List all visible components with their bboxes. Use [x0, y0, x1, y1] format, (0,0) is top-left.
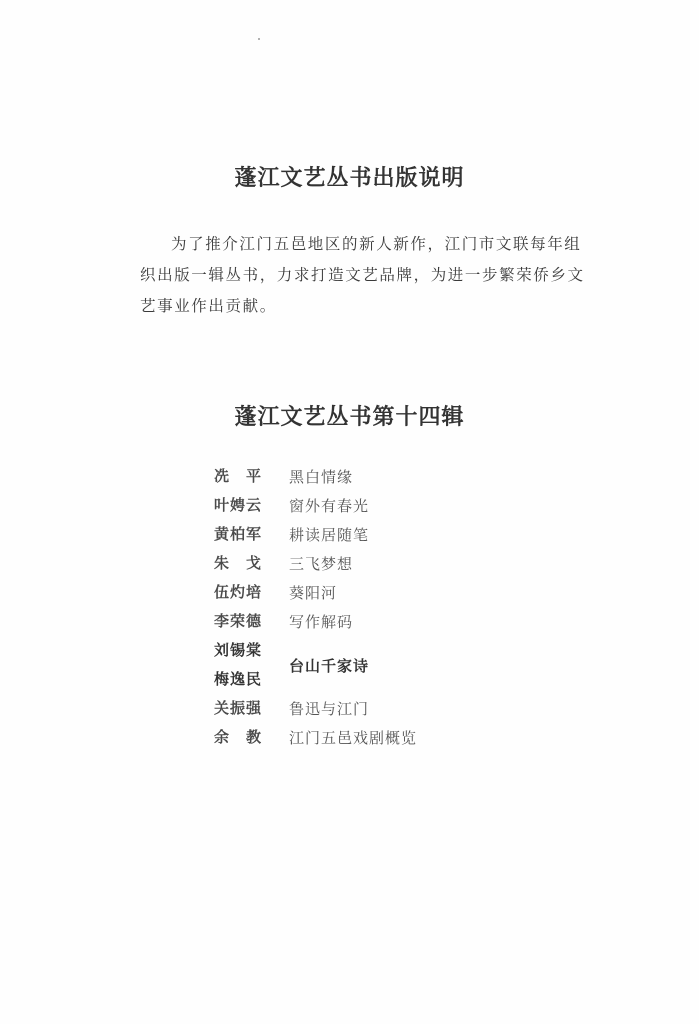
book-row [214, 636, 514, 694]
series-title: 蓬江文艺丛书第十四辑 [234, 404, 465, 430]
scan-speck [258, 38, 260, 40]
author-group [214, 491, 289, 520]
author-group [214, 520, 289, 549]
book-title: 耕读居随笔 [289, 526, 370, 544]
author-name: 朱 戈 [214, 554, 263, 572]
author-group [214, 723, 289, 752]
book-row [214, 520, 514, 549]
book-title: 鲁迅与江门 [289, 700, 370, 718]
book-row [214, 694, 514, 723]
book-row [214, 491, 514, 520]
book-row [214, 462, 514, 491]
author-group [214, 549, 289, 578]
book-row [214, 607, 514, 636]
book-title: 写作解码 [289, 613, 354, 631]
book-title: 葵阳河 [289, 584, 338, 602]
author-group [214, 578, 289, 607]
book-title: 台山千家诗 [289, 656, 370, 675]
book-row [214, 578, 514, 607]
notice-paragraph [140, 229, 585, 322]
author-name: 关振强 [214, 699, 263, 717]
book-row [214, 723, 514, 752]
author-name: 冼 平 [214, 467, 263, 485]
author-name: 余 教 [214, 728, 263, 746]
author-group [214, 462, 289, 491]
notice-line: 艺事业作出贡献。 [140, 297, 277, 315]
author-name: 李荣德 [214, 612, 263, 630]
author-group [214, 694, 289, 723]
book-title: 黑白情缘 [289, 468, 354, 486]
book-row [214, 549, 514, 578]
book-list [214, 462, 514, 752]
author-group [214, 607, 289, 636]
author-name: 梅逸民 [214, 670, 263, 688]
author-name: 叶娉云 [214, 496, 263, 514]
author-name: 伍灼培 [214, 583, 263, 601]
book-title: 窗外有春光 [289, 497, 370, 515]
book-title: 三飞梦想 [289, 555, 354, 573]
notice-line: 织出版一辑丛书，力求打造文艺品牌，为进一步繁荣侨乡文 [140, 266, 585, 284]
author-name: 黄柏军 [214, 525, 263, 543]
author-group [214, 636, 289, 694]
book-title: 江门五邑戏剧概览 [289, 729, 418, 747]
notice-title: 蓬江文艺丛书出版说明 [234, 165, 465, 191]
author-name: 刘锡棠 [214, 641, 263, 659]
notice-line: 为了推介江门五邑地区的新人新作，江门市文联每年组 [171, 235, 582, 253]
